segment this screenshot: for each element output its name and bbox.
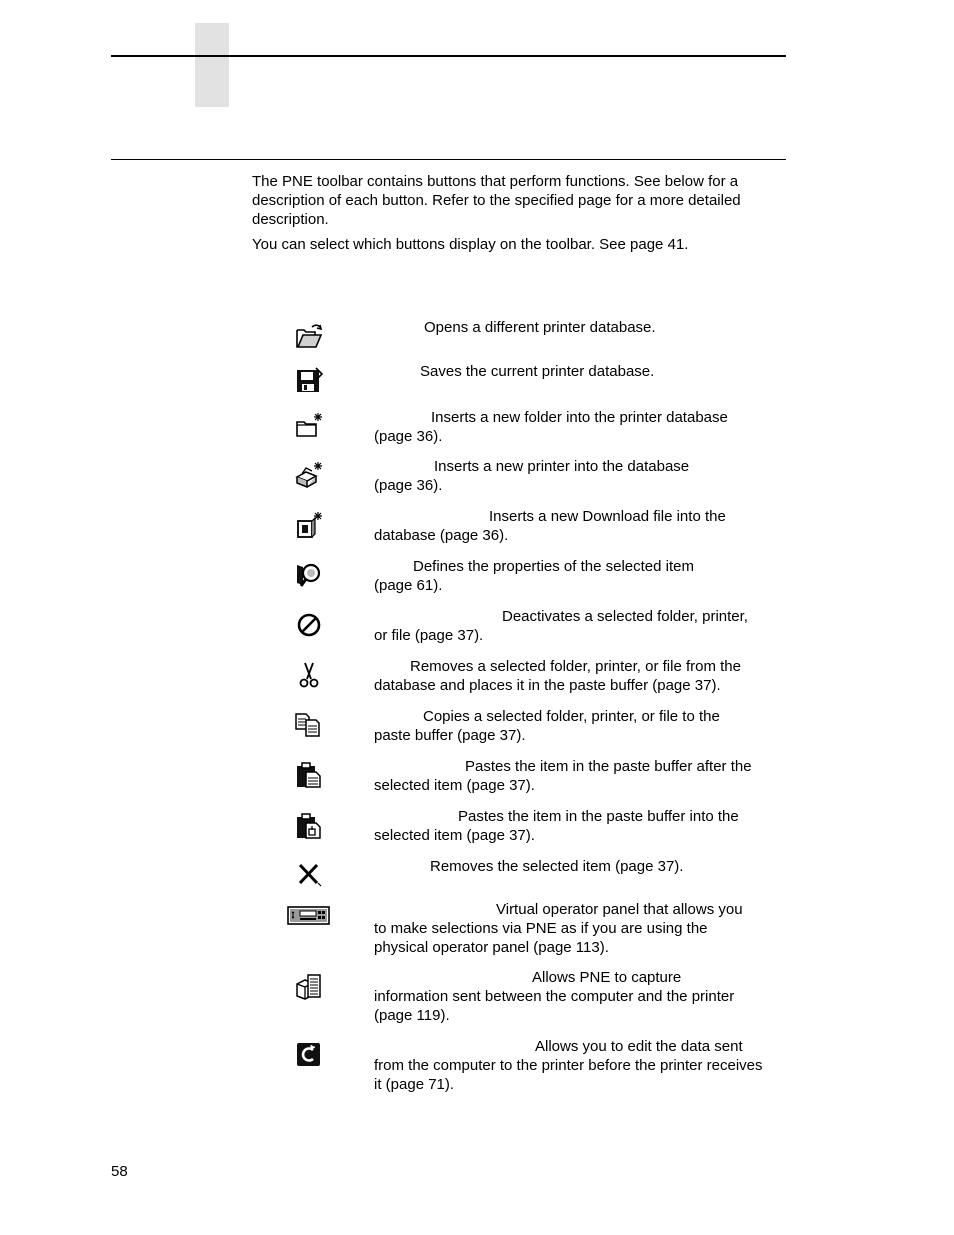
item-line-1: Pastes the item in the paste buffer after the (465, 758, 752, 775)
paste-after-icon (294, 760, 324, 790)
item-rest: from the computer to the printer before the printer receives it (page 71). (374, 1057, 763, 1093)
item-line-1: Deactivates a selected folder, printer, (502, 608, 748, 625)
new-printer-icon (294, 460, 324, 490)
item-rest: information sent between the computer and the printer (page 119). (374, 988, 735, 1024)
item-line-1: Virtual operator panel that allows you (496, 901, 743, 918)
save-disk-icon (294, 366, 324, 396)
item-rest: selected item (page 37). (374, 827, 535, 844)
open-folder-icon (294, 321, 324, 351)
section-rule (111, 159, 786, 160)
intro-text (252, 172, 772, 260)
new-folder-icon (294, 410, 324, 440)
delete-x-icon (294, 859, 324, 889)
intro-paragraph-2: You can select which buttons display on the toolbar. See page 41. (252, 236, 689, 253)
item-rest: (page 36). (374, 428, 443, 445)
item-line-1: Inserts a new printer into the database (434, 458, 690, 475)
item-line-1: Inserts a new folder into the printer database (431, 409, 728, 426)
chapter-tab-marker (195, 23, 229, 107)
cut-scissors-icon (294, 660, 324, 690)
deactivate-icon (294, 610, 324, 640)
properties-icon (294, 560, 324, 590)
item-line-1: Inserts a new Download file into the (489, 508, 726, 525)
item-rest: (page 61). (374, 577, 443, 594)
header-rule (111, 55, 786, 57)
item-rest: or file (page 37). (374, 627, 484, 644)
item-rest: paste buffer (page 37). (374, 727, 526, 744)
item-line-1: Saves the current printer database. (420, 363, 655, 380)
new-download-file-icon (294, 510, 324, 540)
item-line-1: Allows you to edit the data sent (535, 1038, 743, 1055)
edit-data-icon (294, 1039, 324, 1069)
item-line-1: Defines the properties of the selected item (413, 558, 694, 575)
item-line-1: Copies a selected folder, printer, or file to the (423, 708, 720, 725)
item-rest: selected item (page 37). (374, 777, 535, 794)
item-line-1: Opens a different printer database. (424, 319, 656, 336)
item-line-1: Removes a selected folder, printer, or file from the (410, 658, 741, 675)
item-line-1: Allows PNE to capture (532, 969, 682, 986)
page-number: 58 (111, 1163, 128, 1180)
copy-icon (294, 709, 324, 739)
paste-into-icon (294, 811, 324, 841)
item-rest: database (page 36). (374, 527, 509, 544)
item-rest: (page 36). (374, 477, 443, 494)
item-rest: to make selections via PNE as if you are using the physical operator panel (page 113). (374, 920, 708, 956)
intro-paragraph-1: The PNE toolbar contains buttons that perform functions. See below for a description of each button. Refer to the specified page for a more detailed description. (252, 173, 741, 228)
item-line-1: Pastes the item in the paste buffer into the (458, 808, 739, 825)
operator-panel-icon (287, 905, 331, 927)
capture-icon (294, 972, 324, 1002)
item-line-1: Removes the selected item (page 37). (430, 858, 684, 875)
item-rest: database and places it in the paste buffer (page 37). (374, 677, 721, 694)
